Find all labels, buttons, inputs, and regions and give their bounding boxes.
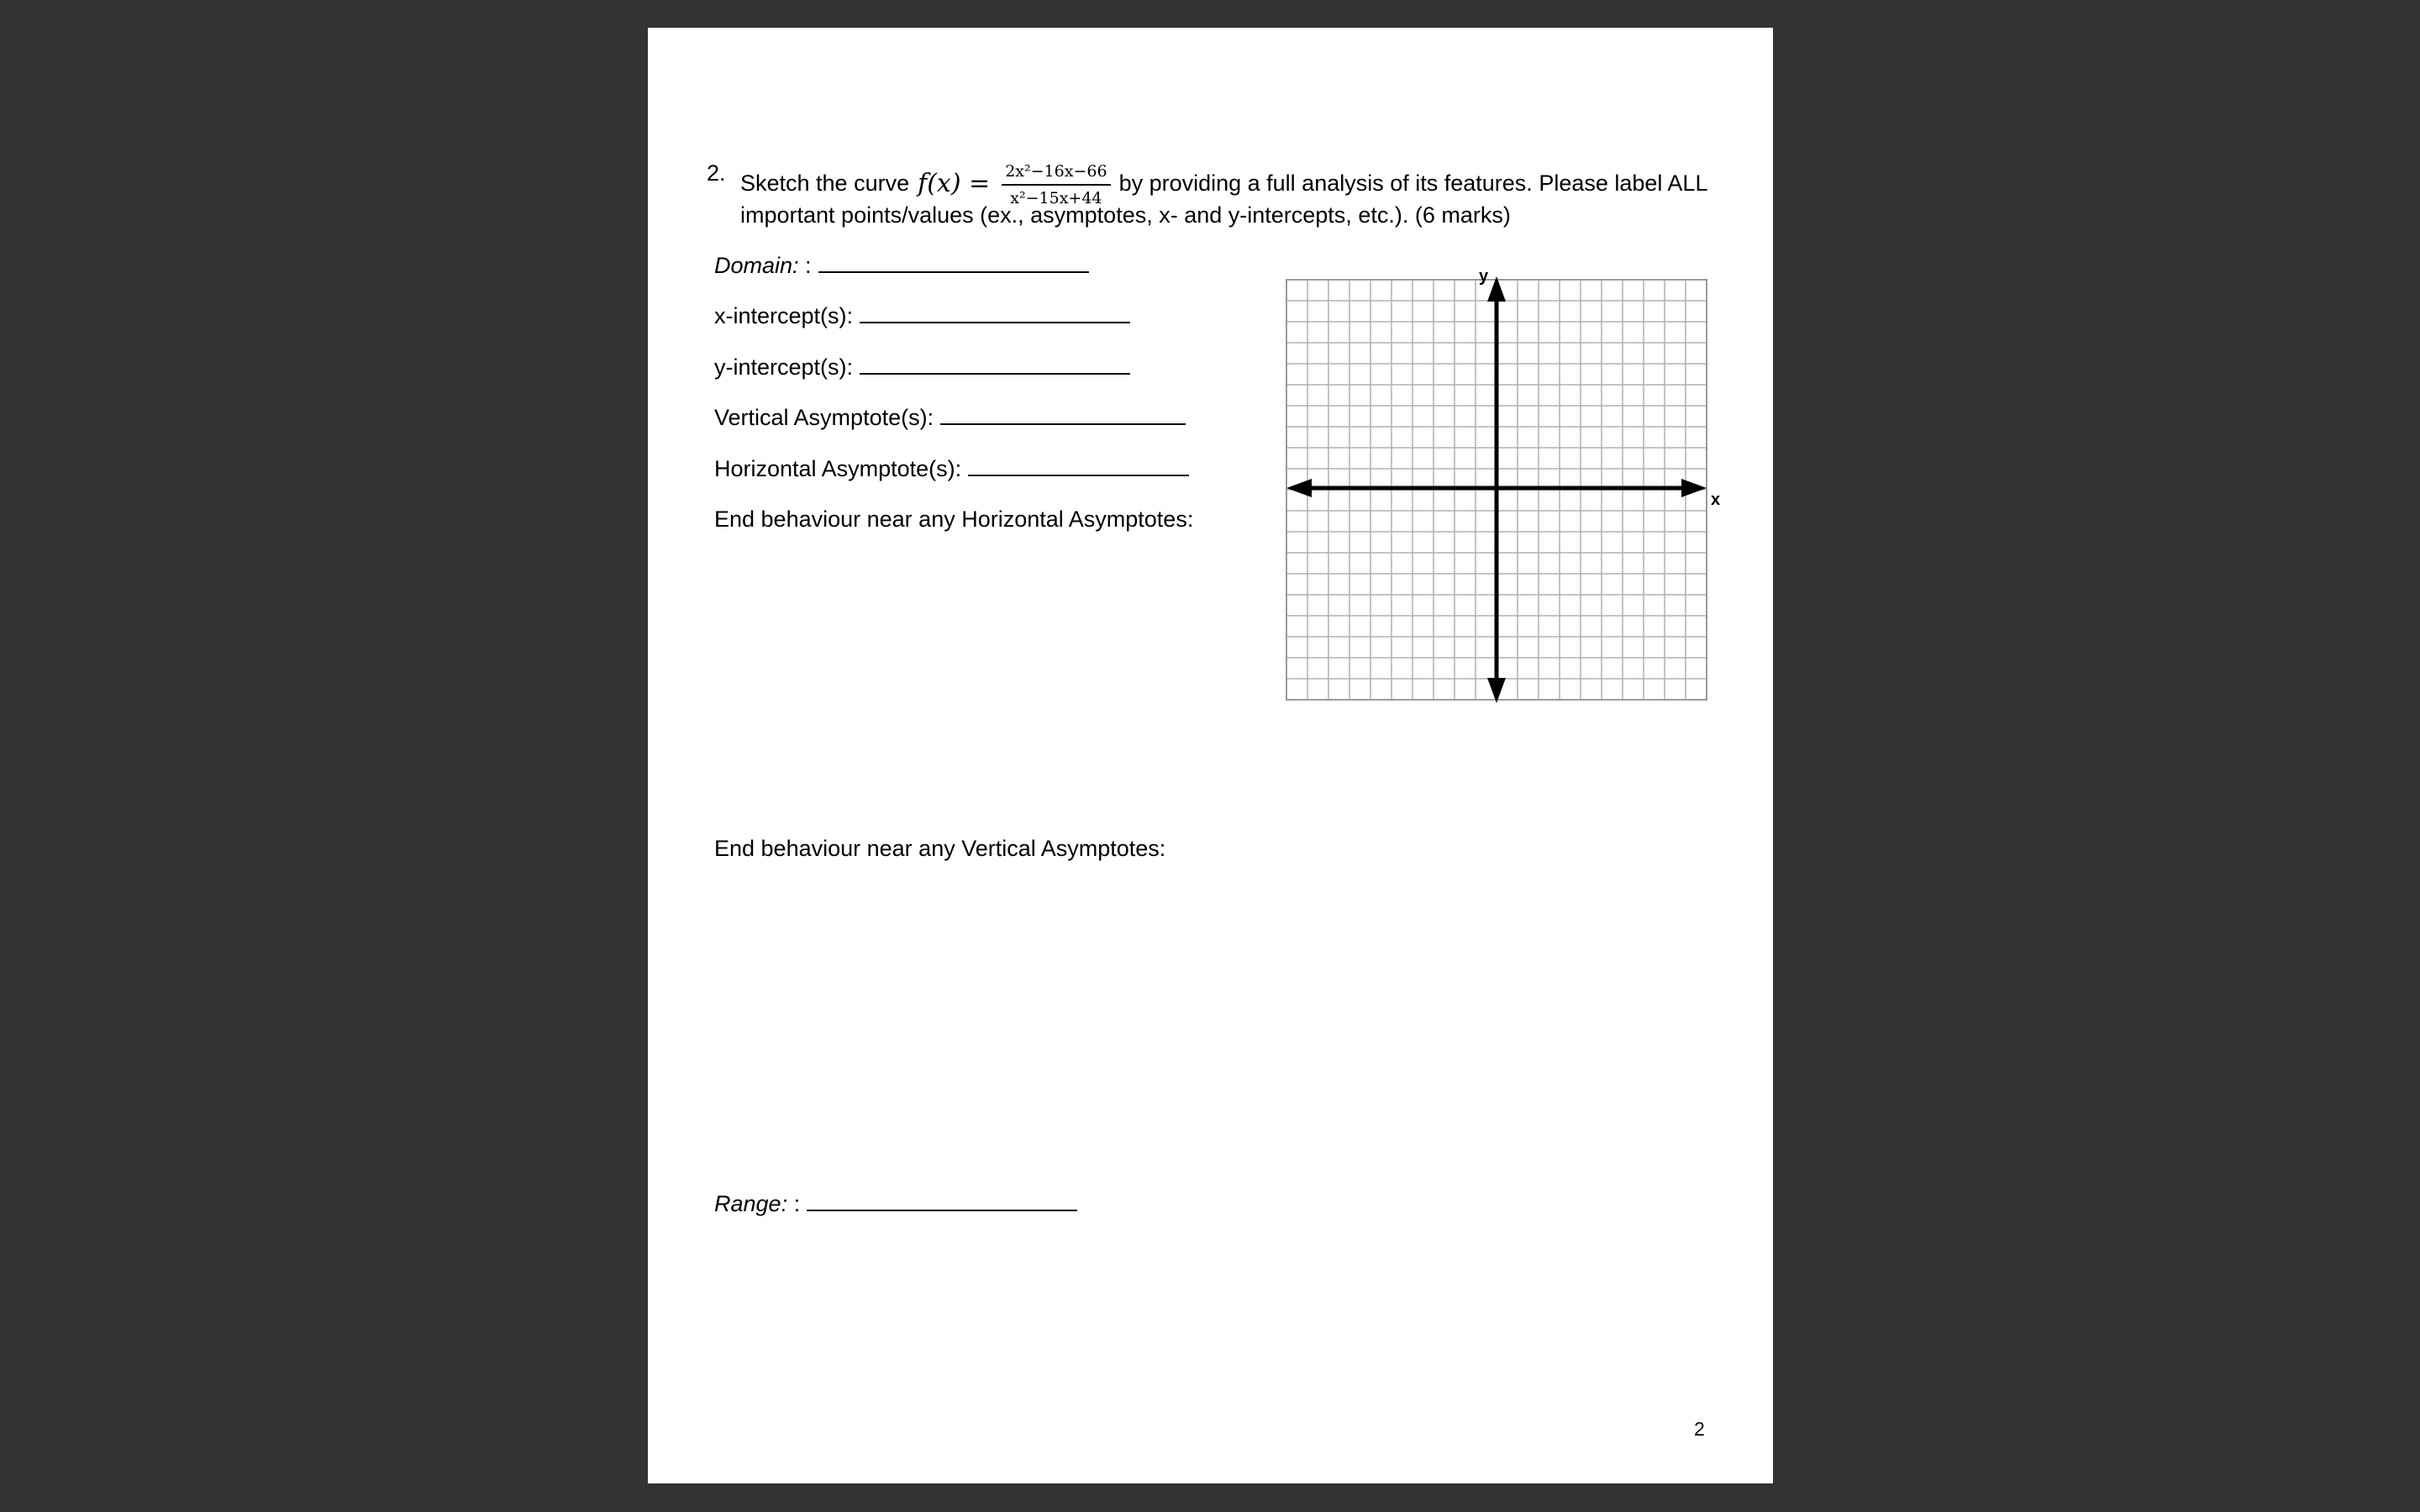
function-numerator: 2x²−16x−66: [1002, 162, 1110, 186]
domain-colon: :: [798, 253, 812, 278]
x-axis-right-arrow: [1681, 479, 1707, 497]
horizontal-asymptote-field: [714, 456, 1189, 482]
range-blank[interactable]: [807, 1191, 1077, 1211]
page-number: 2: [1694, 1418, 1705, 1440]
graph-area[interactable]: [1265, 253, 1736, 711]
function-denominator: x²−15x+44: [1010, 189, 1102, 207]
range-label: Range:: [714, 1191, 788, 1216]
domain-label: Domain:: [714, 253, 799, 278]
horizontal-asymptote-blank[interactable]: [968, 456, 1189, 476]
x-intercept-blank[interactable]: [860, 303, 1130, 323]
x-intercept-field: [714, 303, 1130, 329]
function-fraction: [1002, 162, 1110, 207]
x-intercept-label: x-intercept(s):: [714, 303, 854, 328]
question-line-2: important points/values (ex., asymptotes, x- and y-intercepts, etc.). (6 marks): [740, 202, 1511, 228]
question-line-1: [740, 160, 1707, 206]
domain-blank[interactable]: [818, 253, 1089, 273]
y-intercept-label: y-intercept(s):: [714, 354, 854, 380]
y-intercept-field: [714, 354, 1130, 381]
x-axis-left-arrow: [1286, 479, 1312, 497]
y-intercept-blank[interactable]: [860, 354, 1130, 375]
y-axis-label: y: [1479, 267, 1489, 286]
question-after-function: by providing a full analysis of its features. Please label ALL: [1118, 170, 1708, 196]
horizontal-asymptote-label: Horizontal Asymptote(s):: [714, 456, 962, 481]
function-name: f(x) =: [918, 168, 991, 198]
document-page: [648, 28, 1773, 1483]
vertical-asymptote-field: [714, 405, 1186, 431]
range-colon: :: [787, 1191, 801, 1216]
question-intro: Sketch the curve: [740, 170, 910, 196]
domain-field: [714, 253, 1089, 279]
range-field: [714, 1191, 1077, 1217]
vertical-asymptote-label: Vertical Asymptote(s):: [714, 405, 934, 430]
vertical-asymptote-blank[interactable]: [940, 405, 1186, 425]
question-number: 2.: [707, 160, 726, 186]
end-behaviour-vertical: End behaviour near any Vertical Asymptotes:: [714, 836, 1166, 861]
end-behaviour-horizontal: End behaviour near any Horizontal Asymptotes:: [714, 507, 1194, 532]
x-axis-label: x: [1711, 491, 1721, 509]
